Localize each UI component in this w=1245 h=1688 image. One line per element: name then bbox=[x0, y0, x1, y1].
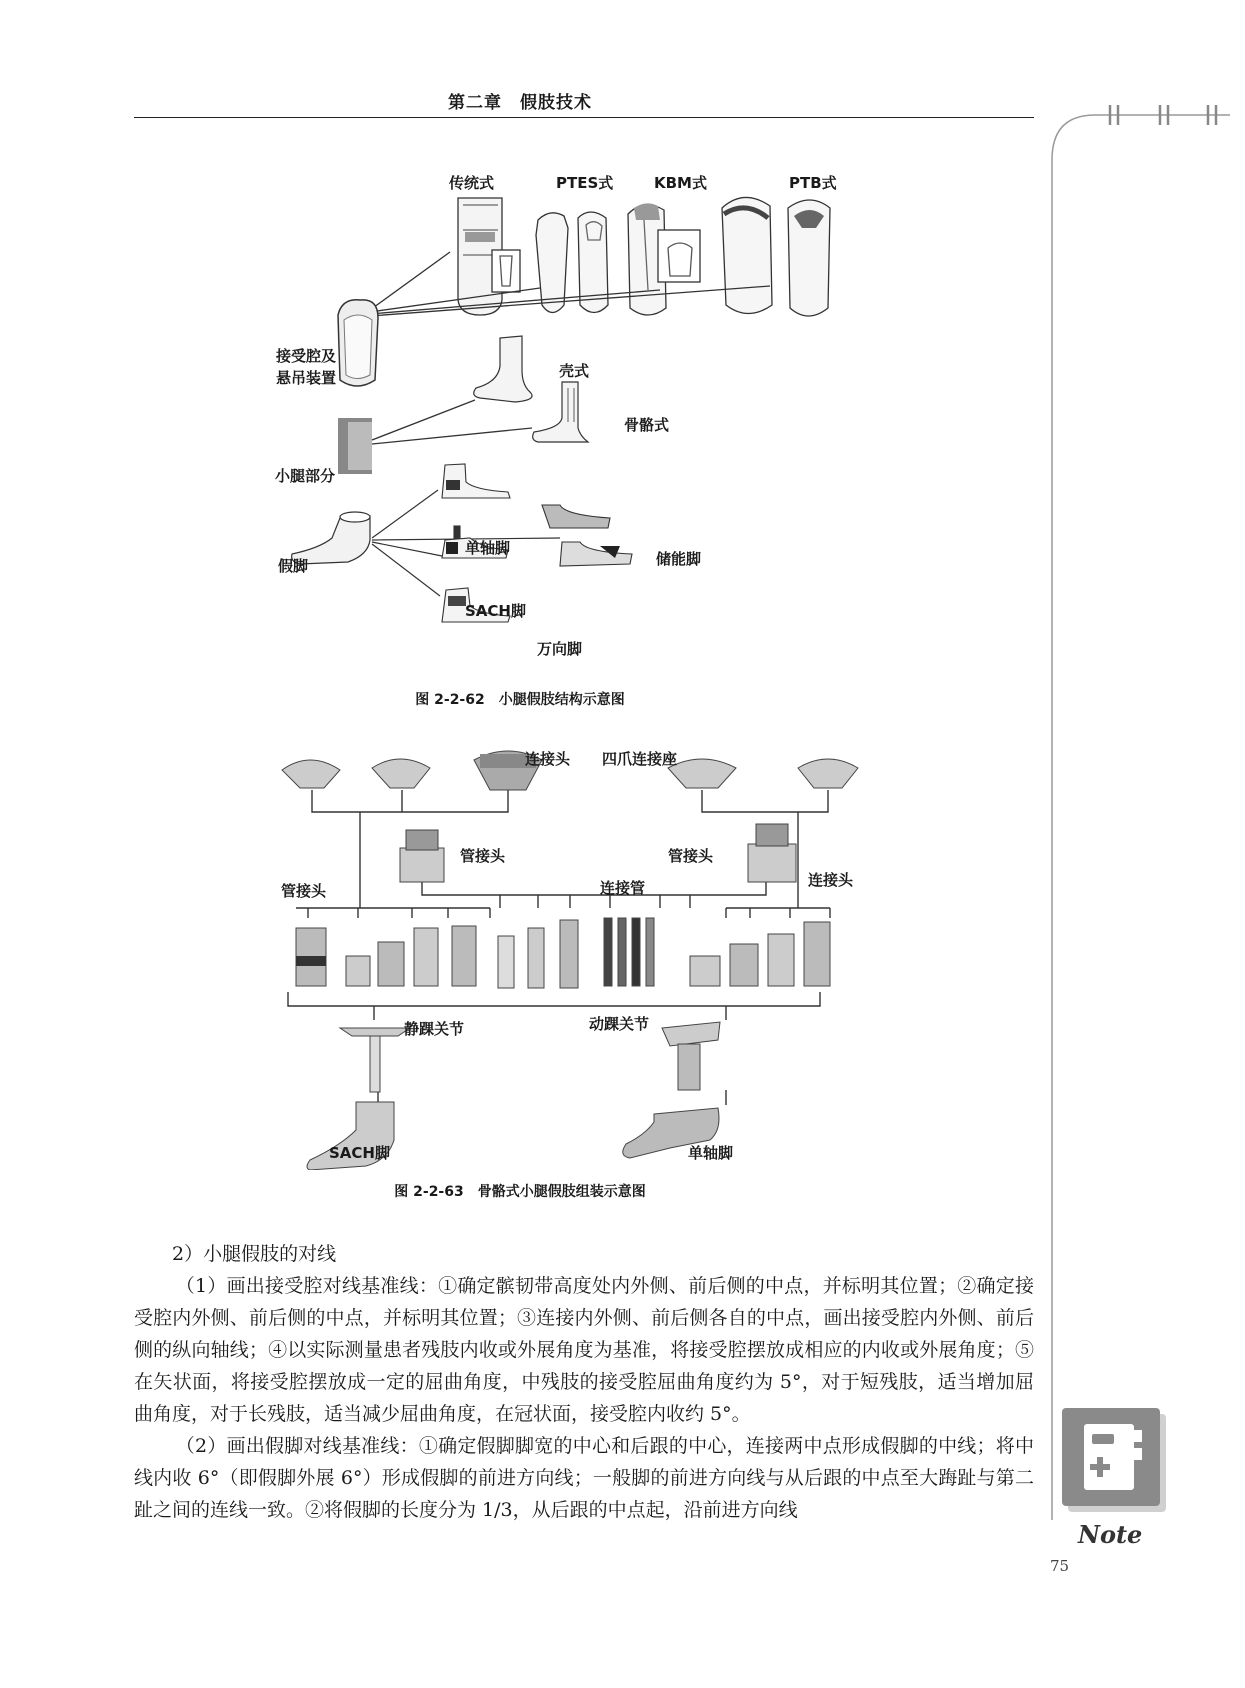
static-ankle-illustration bbox=[340, 1028, 410, 1092]
section-heading: 2）小腿假肢的对线 bbox=[172, 1243, 337, 1265]
paragraph-socket-alignment: （1）画出接受腔对线基准线：①确定髌韧带高度处内外侧、前后侧的中点，并标明其位置；②确定接受腔内外侧、前后侧的中点，并标明其位置；③连接内外侧、前后侧各自的中点，画出接受腔内外侧、前后侧的纵向轴线；④以实际测量患者残肢内收或外展角度为基准，将接受腔摆放成相应的内收或外展角度；⑤在矢状面，将接受腔摆放成一定的屈曲角度，中残肢的接受腔屈曲角度约为 5°，对于短残肢，适当增加屈曲角度，对于长残肢，适当减少屈曲角度，在冠状面，接受腔内收约 5°。 bbox=[134, 1275, 1034, 1425]
label-socket-line1: 接受腔及 bbox=[276, 347, 337, 365]
label-single-axis-foot: 单轴脚 bbox=[688, 1144, 734, 1162]
chapter-header: 第二章 假肢技术 bbox=[448, 93, 592, 113]
margin-decoration bbox=[1040, 100, 1245, 1600]
label-energy-storing: 储能脚 bbox=[656, 550, 702, 568]
prosthetic-foot-illustration bbox=[292, 490, 560, 596]
dynamic-ankle-illustration bbox=[662, 1022, 720, 1090]
ptb-socket-illustration bbox=[722, 197, 830, 316]
label-ptb: PTB式 bbox=[789, 174, 837, 192]
socket-illustration bbox=[338, 300, 378, 386]
paragraph-foot-alignment: （2）画出假脚对线基准线：①确定假脚脚宽的中心和后跟的中心，连接两中点形成假脚的中线；将中线内收 6°（即假脚外展 6°）形成假脚的前进方向线；一般脚的前进方向线与从后跟的中点至大踇趾与第二趾之间的连线一致。②将假脚的长度分为 1/3，从后跟的中点起，沿前进方向线 bbox=[134, 1435, 1034, 1521]
label-single-axis: 单轴脚 bbox=[465, 539, 511, 557]
label-skeletal: 骨骼式 bbox=[624, 416, 670, 434]
kbm-socket-illustration bbox=[628, 203, 700, 315]
shank-illustration bbox=[338, 400, 532, 474]
label-connector-top: 连接头 bbox=[525, 750, 571, 768]
note-book-icon bbox=[1062, 1408, 1172, 1518]
header-rule bbox=[134, 117, 1034, 118]
label-sach-foot: SACH脚 bbox=[329, 1144, 390, 1162]
label-kbm: KBM式 bbox=[654, 174, 707, 192]
label-pylon: 连接管 bbox=[600, 879, 646, 897]
label-tube-adapter-mid-right: 管接头 bbox=[668, 847, 714, 865]
label-ptes: PTES式 bbox=[556, 174, 614, 192]
label-shell: 壳式 bbox=[559, 362, 590, 380]
figure-transtibial-structure bbox=[260, 160, 860, 690]
note-label: Note bbox=[1078, 1520, 1143, 1549]
single-axis-foot-illustration bbox=[442, 464, 510, 498]
shell-type-illustration bbox=[474, 336, 532, 402]
figure1-caption: 图 2-2-62 小腿假肢结构示意图 bbox=[415, 692, 625, 708]
label-sach: SACH脚 bbox=[465, 602, 526, 620]
traditional-socket-illustration bbox=[458, 198, 520, 315]
label-dynamic-ankle: 动踝关节 bbox=[589, 1015, 650, 1033]
figure-skeletal-assembly bbox=[270, 730, 890, 1170]
label-socket-line2: 悬吊装置 bbox=[276, 369, 337, 387]
skeletal-type-illustration bbox=[533, 382, 588, 442]
label-static-ankle: 静踝关节 bbox=[404, 1020, 465, 1038]
label-connector-right: 连接头 bbox=[808, 871, 854, 889]
label-tube-adapter-mid-left: 管接头 bbox=[460, 847, 506, 865]
figure2-caption: 图 2-2-63 骨骼式小腿假肢组装示意图 bbox=[394, 1184, 646, 1200]
page-number: 75 bbox=[1050, 1557, 1070, 1575]
body-text bbox=[134, 1238, 1034, 1526]
label-foot: 假脚 bbox=[278, 557, 309, 575]
energy-storing-foot-illustration bbox=[542, 505, 632, 566]
label-shank: 小腿部分 bbox=[275, 467, 336, 485]
label-multi-axis: 万向脚 bbox=[537, 640, 583, 658]
label-four-claw: 四爪连接座 bbox=[602, 750, 678, 768]
label-tube-adapter-left: 管接头 bbox=[281, 882, 327, 900]
components-row-illustration bbox=[296, 918, 830, 988]
label-traditional: 传统式 bbox=[449, 174, 495, 192]
